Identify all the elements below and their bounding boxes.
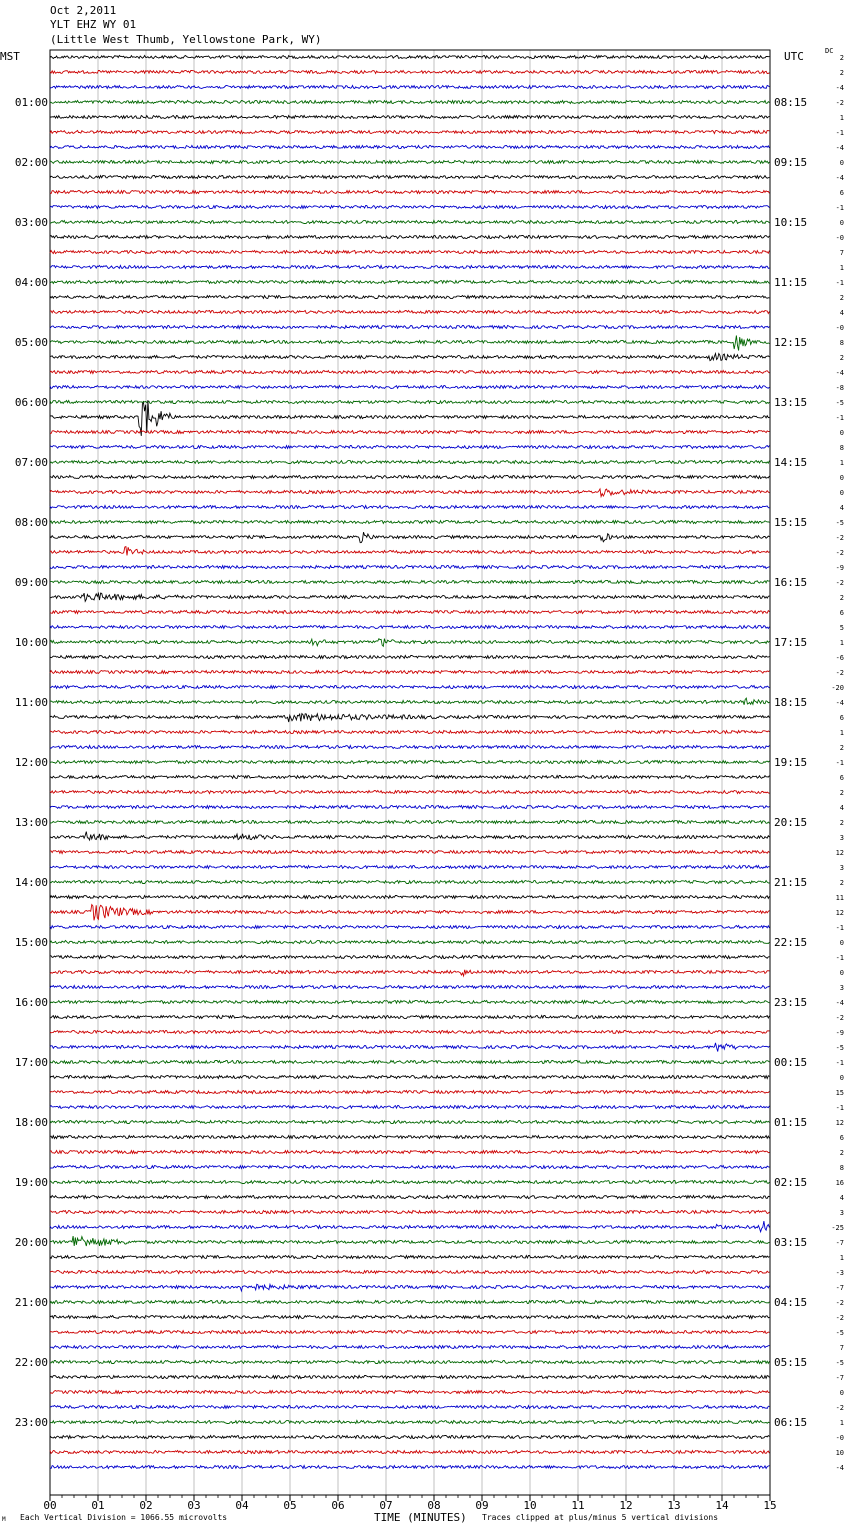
dc-offset-label: 7 [839,1344,844,1352]
left-timezone-label: MST [0,50,20,63]
dc-offset-label: -4 [835,1464,844,1472]
seismic-trace [50,1211,769,1214]
dc-offset-label: 3 [839,834,844,842]
dc-offset-label: -4 [835,999,844,1007]
seismic-trace [50,626,769,629]
seismic-trace [50,116,769,119]
utc-hour-label: 02:15 [774,1176,808,1189]
dc-offset-label: -1 [835,129,844,137]
seismic-trace [50,1001,769,1004]
dc-offset-label: 4 [839,1194,844,1202]
dc-offset-label: 12 [835,849,844,857]
seismic-trace [50,326,769,329]
seismic-trace [50,1256,769,1259]
seismic-trace [50,714,769,722]
dc-offset-label: -2 [835,579,844,587]
seismic-trace [50,956,769,959]
mst-hour-label: 03:00 [14,216,48,229]
vertical-division-note: Each Vertical Division = 1066.55 microvolts [20,1513,228,1522]
seismic-trace [50,521,769,524]
mst-hour-label: 09:00 [14,576,48,589]
seismic-trace [50,941,769,944]
dc-offset-label: -7 [835,1284,844,1292]
dc-offset-label: -2 [835,534,844,542]
seismic-trace [50,547,769,556]
utc-hour-label: 03:15 [774,1236,808,1249]
utc-hour-label: 01:15 [774,1116,808,1129]
utc-hour-label: 21:15 [774,876,808,889]
seismic-trace [50,761,769,764]
seismic-trace [50,251,769,254]
seismic-trace [50,506,769,509]
seismic-trace [50,191,769,194]
seismic-trace [50,832,769,841]
dc-offset-label: 6 [839,714,844,722]
seismic-trace [50,161,769,164]
dc-offset-label: -2 [835,99,844,107]
dc-offset-label: 7 [839,249,844,257]
x-tick-label: 08 [427,1499,441,1512]
dc-offset-label: -5 [835,1359,844,1367]
corner-mark: M [2,1516,6,1523]
dc-offset-label: 3 [839,984,844,992]
dc-offset-label: -1 [835,414,844,422]
dc-offset-label: -4 [835,174,844,182]
dc-offset-label: 1 [839,729,844,737]
seismic-trace [50,1406,769,1409]
dc-offset-label: 6 [839,189,844,197]
dc-offset-label: -1 [835,204,844,212]
dc-offset-label: 3 [839,1209,844,1217]
utc-hour-label: 23:15 [774,996,808,1009]
dc-offset-label: 6 [839,609,844,617]
utc-hour-label: 08:15 [774,96,808,109]
utc-hour-label: 14:15 [774,456,808,469]
dc-offset-label: 8 [839,444,844,452]
dc-offset-label: -2 [835,1314,844,1322]
seismic-trace [50,266,769,269]
seismic-trace [50,866,769,869]
mst-hour-label: 23:00 [14,1416,48,1429]
dc-offset-label: 11 [835,894,844,902]
seismic-trace [50,1436,769,1439]
seismic-trace [50,926,769,929]
seismic-trace [50,281,769,284]
mst-hour-label: 06:00 [14,396,48,409]
seismic-trace [50,1361,769,1364]
seismic-trace [50,476,769,479]
station-code: YLT EHZ WY 01 [50,18,137,31]
dc-offset-label: -20 [831,684,844,692]
dc-offset-label: 6 [839,774,844,782]
seismic-trace [50,881,769,884]
dc-offset-label: -3 [835,1269,844,1277]
seismic-trace [50,1346,769,1349]
seismic-trace [50,1181,769,1184]
seismic-trace [50,851,769,854]
seismic-trace [50,296,769,299]
seismic-trace [50,1391,769,1394]
mst-hour-label: 04:00 [14,276,48,289]
seismic-trace [50,1166,769,1169]
dc-offset-label: -25 [831,1224,844,1232]
seismic-trace [50,1376,769,1379]
dc-offset-label: 2 [839,1149,844,1157]
dc-offset-label: -5 [835,1044,844,1052]
utc-hour-label: 17:15 [774,636,808,649]
mst-hour-label: 02:00 [14,156,48,169]
dc-offset-label: -7 [835,1239,844,1247]
dc-offset-header: DC [825,47,834,55]
mst-hour-label: 16:00 [14,996,48,1009]
utc-hour-label: 13:15 [774,396,808,409]
mst-hour-label: 21:00 [14,1296,48,1309]
dc-offset-label: 3 [839,864,844,872]
mst-hour-label: 19:00 [14,1176,48,1189]
dc-offset-label: 2 [839,294,844,302]
seismic-trace [50,431,769,434]
dc-offset-label: 2 [839,54,844,62]
dc-offset-label: -8 [835,384,844,392]
dc-offset-label: -1 [835,954,844,962]
dc-offset-label: 12 [835,909,844,917]
dc-offset-label: -4 [835,144,844,152]
x-tick-label: 13 [667,1499,681,1512]
utc-hour-label: 22:15 [774,936,808,949]
seismic-trace [50,532,769,543]
x-tick-label: 04 [235,1499,249,1512]
mst-hour-label: 12:00 [14,756,48,769]
seismic-trace [50,686,769,689]
dc-offset-label: 1 [839,459,844,467]
dc-offset-label: 2 [839,819,844,827]
dc-offset-label: -2 [835,669,844,677]
dc-offset-label: -4 [835,699,844,707]
seismic-trace [50,1016,769,1019]
x-tick-label: 10 [523,1499,537,1512]
dc-offset-label: -0 [835,324,844,332]
utc-hour-label: 12:15 [774,336,808,349]
x-tick-label: 14 [715,1499,729,1512]
seismic-trace [50,1466,769,1469]
dc-offset-label: -2 [835,549,844,557]
dc-offset-label: -0 [835,1434,844,1442]
dc-offset-label: 4 [839,504,844,512]
mst-hour-label: 08:00 [14,516,48,529]
seismic-trace [50,1221,769,1232]
utc-hour-label: 16:15 [774,576,808,589]
dc-offset-label: -0 [835,234,844,242]
dc-offset-label: 1 [839,264,844,272]
dc-offset-label: 2 [839,789,844,797]
seismic-trace [50,56,769,59]
mst-hour-label: 07:00 [14,456,48,469]
plot-date: Oct 2,2011 [50,4,117,17]
dc-offset-label: -9 [835,564,844,572]
dc-offset-label: -1 [835,1104,844,1112]
seismic-trace [50,354,769,361]
utc-hour-label: 10:15 [774,216,808,229]
seismic-trace [50,1136,769,1139]
utc-hour-label: 19:15 [774,756,808,769]
dc-offset-label: 2 [839,744,844,752]
dc-offset-label: 1 [839,639,844,647]
seismic-trace [50,791,769,794]
dc-offset-label: -2 [835,1404,844,1412]
dc-offset-label: 4 [839,804,844,812]
dc-offset-label: 0 [839,429,844,437]
plot-frame [50,50,770,1495]
x-tick-label: 07 [379,1499,393,1512]
seismic-trace [50,1076,769,1079]
utc-hour-label: 09:15 [774,156,808,169]
seismic-trace [50,489,769,497]
seismic-trace [50,146,769,149]
seismic-trace [50,446,769,449]
x-tick-label: 03 [187,1499,201,1512]
dc-offset-label: 2 [839,354,844,362]
clip-note: Traces clipped at plus/minus 5 vertical divisions [482,1513,719,1522]
dc-offset-label: 0 [839,1389,844,1397]
dc-offset-label: 0 [839,489,844,497]
dc-offset-label: 0 [839,159,844,167]
dc-offset-label: -4 [835,369,844,377]
dc-offset-label: 0 [839,219,844,227]
seismic-trace [50,1196,769,1199]
dc-offset-label: -5 [835,399,844,407]
seismic-trace [50,86,769,89]
dc-offset-label: 2 [839,594,844,602]
dc-offset-label: -1 [835,759,844,767]
mst-hour-label: 10:00 [14,636,48,649]
mst-hour-label: 22:00 [14,1356,48,1369]
seismic-trace [50,1106,769,1109]
dc-offset-label: 2 [839,879,844,887]
dc-offset-label: 1 [839,1419,844,1427]
seismic-trace [50,1451,769,1454]
seismic-trace [50,236,769,239]
dc-offset-label: 8 [839,1164,844,1172]
seismic-trace [50,731,769,734]
dc-offset-label: -6 [835,654,844,662]
x-tick-label: 05 [283,1499,297,1512]
seismic-trace [50,970,769,976]
mst-hour-label: 17:00 [14,1056,48,1069]
seismic-trace [50,581,769,584]
dc-offset-label: -1 [835,1059,844,1067]
seismic-trace [50,566,769,569]
dc-offset-label: 12 [835,1119,844,1127]
seismic-trace [50,461,769,464]
x-tick-label: 15 [763,1499,777,1512]
seismic-trace [50,1031,769,1034]
right-timezone-label: UTC [784,50,804,63]
dc-offset-label: -7 [835,1374,844,1382]
seismic-trace [50,71,769,74]
x-tick-label: 12 [619,1499,633,1512]
seismic-trace [50,176,769,179]
seismic-trace [50,776,769,779]
seismic-trace [50,101,769,104]
dc-offset-label: -2 [835,1014,844,1022]
mst-hour-label: 14:00 [14,876,48,889]
x-axis-title: TIME (MINUTES) [374,1511,467,1524]
dc-offset-label: 15 [835,1089,844,1097]
seismic-trace [50,821,769,824]
dc-offset-label: -1 [835,279,844,287]
dc-offset-label: 5 [839,624,844,632]
x-tick-label: 01 [91,1499,105,1512]
seismic-trace [50,1284,769,1291]
seismic-trace [50,698,769,705]
dc-offset-label: 6 [839,1134,844,1142]
dc-offset-label: 0 [839,474,844,482]
seismic-trace [50,1301,769,1304]
seismic-trace [50,896,769,899]
seismic-trace [50,206,769,209]
seismic-trace [50,905,769,921]
utc-hour-label: 18:15 [774,696,808,709]
seismic-trace [50,1331,769,1334]
mst-hour-label: 05:00 [14,336,48,349]
seismic-trace [50,371,769,374]
seismic-trace [50,746,769,749]
mst-hour-label: 13:00 [14,816,48,829]
seismic-trace [50,1271,769,1274]
seismic-trace [50,986,769,989]
dc-offset-label: 10 [835,1449,844,1457]
seismic-trace [50,656,769,659]
seismic-trace [50,671,769,674]
seismic-trace [50,1421,769,1424]
seismic-trace [50,1091,769,1094]
utc-hour-label: 11:15 [774,276,808,289]
dc-offset-label: 1 [839,1254,844,1262]
dc-offset-label: 8 [839,339,844,347]
seismic-trace [50,131,769,134]
utc-hour-label: 04:15 [774,1296,808,1309]
dc-offset-label: -2 [835,1299,844,1307]
dc-offset-label: -1 [835,924,844,932]
dc-offset-label: -9 [835,1029,844,1037]
seismic-trace [50,386,769,389]
seismic-trace [50,221,769,224]
utc-hour-label: 15:15 [774,516,808,529]
seismic-trace [50,1236,769,1246]
mst-hour-label: 20:00 [14,1236,48,1249]
x-tick-label: 09 [475,1499,489,1512]
seismic-trace [50,1061,769,1064]
seismic-trace [50,311,769,314]
dc-offset-label: 0 [839,939,844,947]
dc-offset-label: 0 [839,969,844,977]
utc-hour-label: 05:15 [774,1356,808,1369]
dc-offset-label: -4 [835,84,844,92]
seismic-trace [50,593,769,601]
utc-hour-label: 06:15 [774,1416,808,1429]
x-tick-label: 06 [331,1499,345,1512]
seismic-trace [50,806,769,809]
mst-hour-label: 18:00 [14,1116,48,1129]
x-tick-label: 11 [571,1499,585,1512]
dc-offset-label: 4 [839,309,844,317]
dc-offset-label: 16 [835,1179,844,1187]
seismic-trace [50,1121,769,1124]
dc-offset-label: 0 [839,1074,844,1082]
seismic-trace [50,639,769,647]
seismic-trace [50,1151,769,1154]
mst-hour-label: 11:00 [14,696,48,709]
x-tick-label: 00 [43,1499,57,1512]
dc-offset-label: -5 [835,519,844,527]
mst-hour-label: 01:00 [14,96,48,109]
seismic-trace [50,1316,769,1319]
mst-hour-label: 15:00 [14,936,48,949]
utc-hour-label: 20:15 [774,816,808,829]
x-tick-label: 02 [139,1499,153,1512]
dc-offset-label: 2 [839,69,844,77]
station-location: (Little West Thumb, Yellowstone Park, WY) [50,33,322,46]
seismic-trace [50,336,769,351]
seismic-trace [50,1043,769,1052]
utc-hour-label: 00:15 [774,1056,808,1069]
dc-offset-label: -5 [835,1329,844,1337]
seismic-trace [50,611,769,614]
dc-offset-label: 1 [839,114,844,122]
seismic-trace [50,401,769,404]
